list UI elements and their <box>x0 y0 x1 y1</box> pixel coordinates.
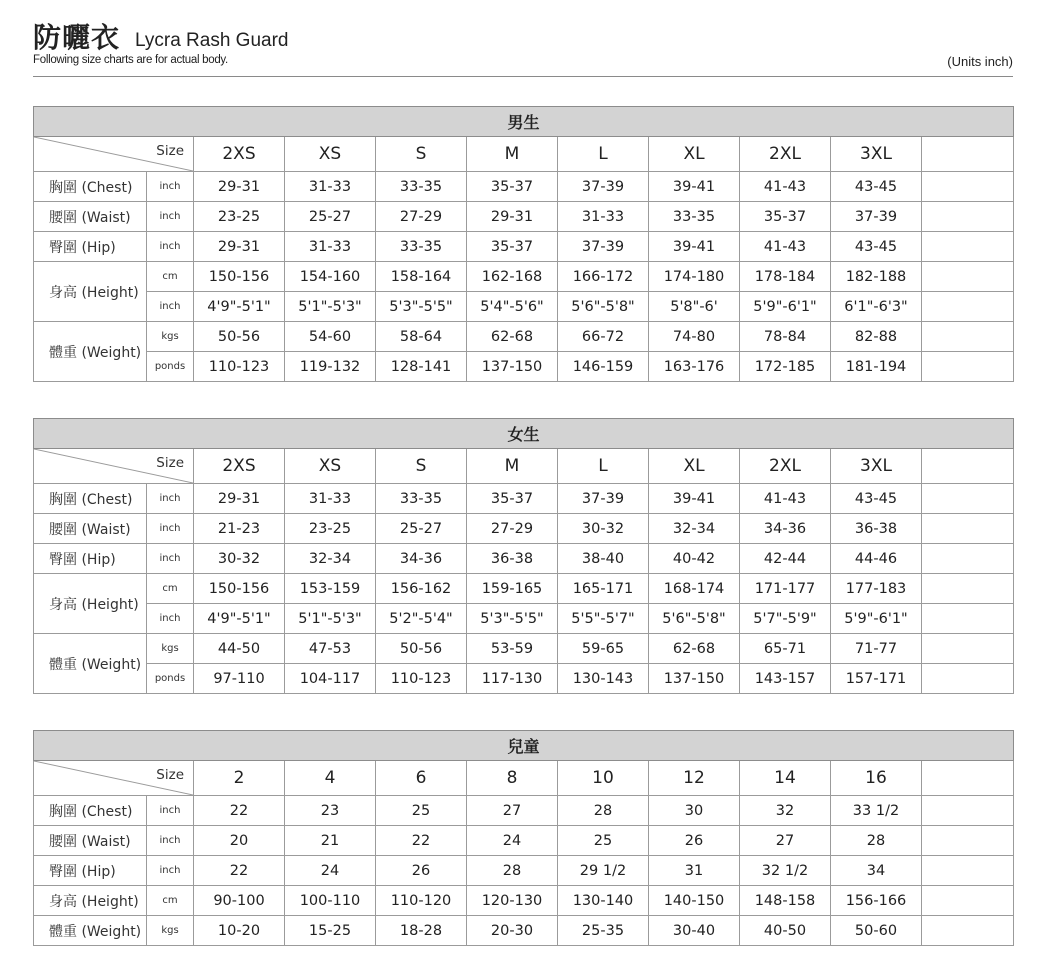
value-cell: 43-45 <box>831 172 922 202</box>
value-cell: 117-130 <box>467 664 558 694</box>
value-cell: 104-117 <box>285 664 376 694</box>
value-cell: 10-20 <box>194 916 285 946</box>
value-cell: 5'4"-5'6" <box>467 292 558 322</box>
value-cell: 31-33 <box>558 202 649 232</box>
value-cell: 28 <box>831 826 922 856</box>
value-cell: 27-29 <box>376 202 467 232</box>
units-note: (Units inch) <box>947 54 1013 69</box>
value-cell: 36-38 <box>467 544 558 574</box>
value-cell: 150-156 <box>194 574 285 604</box>
value-cell: 47-53 <box>285 634 376 664</box>
value-cell: 130-143 <box>558 664 649 694</box>
unit-label: inch <box>147 544 194 574</box>
value-cell: 35-37 <box>467 484 558 514</box>
empty-cell <box>922 634 1014 664</box>
size-head: S <box>376 137 467 172</box>
unit-label: inch <box>147 514 194 544</box>
value-cell: 39-41 <box>649 484 740 514</box>
value-cell: 182-188 <box>831 262 922 292</box>
value-cell: 35-37 <box>467 172 558 202</box>
value-cell: 163-176 <box>649 352 740 382</box>
unit-label: inch <box>147 604 194 634</box>
value-cell: 40-50 <box>740 916 831 946</box>
value-cell: 28 <box>558 796 649 826</box>
title-english: Lycra Rash Guard <box>135 30 289 51</box>
value-cell: 20-30 <box>467 916 558 946</box>
table-row <box>34 544 1014 574</box>
size-head: XS <box>285 449 376 484</box>
size-head: M <box>467 449 558 484</box>
value-cell: 18-28 <box>376 916 467 946</box>
value-cell: 82-88 <box>831 322 922 352</box>
measure-label: 體重 (Weight) <box>34 634 147 694</box>
page-header <box>33 14 1013 76</box>
value-cell: 41-43 <box>740 484 831 514</box>
empty-cell <box>922 574 1014 604</box>
value-cell: 27-29 <box>467 514 558 544</box>
value-cell: 5'6"-5'8" <box>649 604 740 634</box>
band-title: 女生 <box>34 419 1014 449</box>
value-cell: 148-158 <box>740 886 831 916</box>
unit-label: ponds <box>147 352 194 382</box>
unit-label: cm <box>147 886 194 916</box>
value-cell: 119-132 <box>285 352 376 382</box>
size-word: Size <box>156 455 184 471</box>
size-head: 3XL <box>831 137 922 172</box>
unit-label: inch <box>147 292 194 322</box>
band-title: 兒童 <box>34 731 1014 761</box>
value-cell: 44-50 <box>194 634 285 664</box>
size-corner-cell <box>34 761 194 796</box>
empty-cell <box>922 232 1014 262</box>
value-cell: 42-44 <box>740 544 831 574</box>
value-cell: 38-40 <box>558 544 649 574</box>
size-head: XL <box>649 137 740 172</box>
unit-label: inch <box>147 202 194 232</box>
empty-cell <box>922 886 1014 916</box>
value-cell: 26 <box>649 826 740 856</box>
value-cell: 24 <box>285 856 376 886</box>
value-cell: 31 <box>649 856 740 886</box>
value-cell: 137-150 <box>467 352 558 382</box>
value-cell: 33-35 <box>376 232 467 262</box>
value-cell: 154-160 <box>285 262 376 292</box>
unit-label: cm <box>147 574 194 604</box>
value-cell: 58-64 <box>376 322 467 352</box>
empty-cell <box>922 826 1014 856</box>
value-cell: 50-56 <box>194 322 285 352</box>
value-cell: 156-162 <box>376 574 467 604</box>
measure-label: 身高 (Height) <box>34 574 147 634</box>
size-corner-cell <box>34 137 194 172</box>
size-head: 2XL <box>740 137 831 172</box>
value-cell: 74-80 <box>649 322 740 352</box>
table-row <box>34 484 1014 514</box>
value-cell: 35-37 <box>740 202 831 232</box>
value-cell: 162-168 <box>467 262 558 292</box>
table-row <box>34 292 1014 322</box>
value-cell: 43-45 <box>831 484 922 514</box>
value-cell: 110-120 <box>376 886 467 916</box>
table-row <box>34 262 1014 292</box>
value-cell: 50-56 <box>376 634 467 664</box>
value-cell: 130-140 <box>558 886 649 916</box>
value-cell: 33 1/2 <box>831 796 922 826</box>
size-head: XS <box>285 137 376 172</box>
value-cell: 35-37 <box>467 232 558 262</box>
size-head: XL <box>649 449 740 484</box>
table-row <box>34 172 1014 202</box>
subtitle: Following size charts are for actual body. <box>33 54 228 66</box>
value-cell: 5'9"-6'1" <box>740 292 831 322</box>
value-cell: 100-110 <box>285 886 376 916</box>
empty-cell <box>922 604 1014 634</box>
value-cell: 143-157 <box>740 664 831 694</box>
value-cell: 5'5"-5'7" <box>558 604 649 634</box>
value-cell: 34-36 <box>376 544 467 574</box>
value-cell: 97-110 <box>194 664 285 694</box>
value-cell: 34-36 <box>740 514 831 544</box>
empty-cell <box>922 449 1014 484</box>
size-head: 4 <box>285 761 376 796</box>
size-head: 2 <box>194 761 285 796</box>
value-cell: 44-46 <box>831 544 922 574</box>
value-cell: 25 <box>376 796 467 826</box>
size-word: Size <box>156 767 184 783</box>
value-cell: 168-174 <box>649 574 740 604</box>
table-row <box>34 634 1014 664</box>
size-head: 14 <box>740 761 831 796</box>
unit-label: inch <box>147 172 194 202</box>
value-cell: 59-65 <box>558 634 649 664</box>
value-cell: 37-39 <box>558 172 649 202</box>
measure-label: 胸圍 (Chest) <box>34 796 147 826</box>
unit-label: kgs <box>147 634 194 664</box>
value-cell: 22 <box>194 796 285 826</box>
value-cell: 65-71 <box>740 634 831 664</box>
size-head: L <box>558 137 649 172</box>
unit-label: kgs <box>147 322 194 352</box>
value-cell: 23-25 <box>285 514 376 544</box>
value-cell: 172-185 <box>740 352 831 382</box>
value-cell: 27 <box>467 796 558 826</box>
value-cell: 5'3"-5'5" <box>467 604 558 634</box>
size-head: 2XS <box>194 449 285 484</box>
value-cell: 39-41 <box>649 232 740 262</box>
unit-label: ponds <box>147 664 194 694</box>
value-cell: 5'1"-5'3" <box>285 292 376 322</box>
value-cell: 20 <box>194 826 285 856</box>
value-cell: 25-27 <box>285 202 376 232</box>
measure-label: 臀圍 (Hip) <box>34 856 147 886</box>
value-cell: 40-42 <box>649 544 740 574</box>
value-cell: 171-177 <box>740 574 831 604</box>
table-row <box>34 856 1014 886</box>
title-chinese: 防曬衣 <box>33 21 121 54</box>
value-cell: 5'6"-5'8" <box>558 292 649 322</box>
value-cell: 32 1/2 <box>740 856 831 886</box>
table-row <box>34 514 1014 544</box>
value-cell: 36-38 <box>831 514 922 544</box>
unit-label: inch <box>147 232 194 262</box>
value-cell: 32 <box>740 796 831 826</box>
empty-cell <box>922 916 1014 946</box>
value-cell: 33-35 <box>376 172 467 202</box>
value-cell: 128-141 <box>376 352 467 382</box>
table-row <box>34 322 1014 352</box>
table-row <box>34 232 1014 262</box>
measure-label: 胸圍 (Chest) <box>34 172 147 202</box>
value-cell: 159-165 <box>467 574 558 604</box>
value-cell: 29-31 <box>194 172 285 202</box>
value-cell: 5'7"-5'9" <box>740 604 831 634</box>
table-row <box>34 574 1014 604</box>
value-cell: 5'9"-6'1" <box>831 604 922 634</box>
value-cell: 31-33 <box>285 172 376 202</box>
value-cell: 120-130 <box>467 886 558 916</box>
header-divider <box>33 76 1013 77</box>
value-cell: 5'1"-5'3" <box>285 604 376 634</box>
value-cell: 78-84 <box>740 322 831 352</box>
value-cell: 24 <box>467 826 558 856</box>
empty-cell <box>922 796 1014 826</box>
value-cell: 21-23 <box>194 514 285 544</box>
empty-cell <box>922 172 1014 202</box>
value-cell: 25 <box>558 826 649 856</box>
value-cell: 166-172 <box>558 262 649 292</box>
value-cell: 41-43 <box>740 172 831 202</box>
value-cell: 90-100 <box>194 886 285 916</box>
value-cell: 31-33 <box>285 484 376 514</box>
size-head: M <box>467 137 558 172</box>
measure-label: 腰圍 (Waist) <box>34 514 147 544</box>
unit-label: inch <box>147 796 194 826</box>
table-row <box>34 202 1014 232</box>
value-cell: 30-32 <box>558 514 649 544</box>
value-cell: 26 <box>376 856 467 886</box>
size-table-women <box>33 418 1014 694</box>
value-cell: 66-72 <box>558 322 649 352</box>
value-cell: 165-171 <box>558 574 649 604</box>
value-cell: 32-34 <box>649 514 740 544</box>
size-head: S <box>376 449 467 484</box>
value-cell: 29-31 <box>467 202 558 232</box>
value-cell: 4'9"-5'1" <box>194 604 285 634</box>
value-cell: 158-164 <box>376 262 467 292</box>
table-row <box>34 886 1014 916</box>
value-cell: 37-39 <box>558 484 649 514</box>
value-cell: 25-27 <box>376 514 467 544</box>
band-title: 男生 <box>34 107 1014 137</box>
value-cell: 156-166 <box>831 886 922 916</box>
empty-cell <box>922 664 1014 694</box>
value-cell: 5'8"-6' <box>649 292 740 322</box>
size-head: 3XL <box>831 449 922 484</box>
value-cell: 23-25 <box>194 202 285 232</box>
value-cell: 29-31 <box>194 232 285 262</box>
empty-cell <box>922 484 1014 514</box>
empty-cell <box>922 292 1014 322</box>
value-cell: 22 <box>376 826 467 856</box>
empty-cell <box>922 322 1014 352</box>
value-cell: 153-159 <box>285 574 376 604</box>
size-head: 8 <box>467 761 558 796</box>
size-head: 12 <box>649 761 740 796</box>
value-cell: 30-32 <box>194 544 285 574</box>
value-cell: 30 <box>649 796 740 826</box>
value-cell: 110-123 <box>376 664 467 694</box>
value-cell: 31-33 <box>285 232 376 262</box>
size-head: 16 <box>831 761 922 796</box>
value-cell: 21 <box>285 826 376 856</box>
measure-label: 腰圍 (Waist) <box>34 826 147 856</box>
value-cell: 43-45 <box>831 232 922 262</box>
measure-label: 腰圍 (Waist) <box>34 202 147 232</box>
size-head: 2XL <box>740 449 831 484</box>
size-word: Size <box>156 143 184 159</box>
table-row <box>34 826 1014 856</box>
size-head: L <box>558 449 649 484</box>
measure-label: 臀圍 (Hip) <box>34 232 147 262</box>
empty-cell <box>922 761 1014 796</box>
value-cell: 62-68 <box>467 322 558 352</box>
empty-cell <box>922 514 1014 544</box>
value-cell: 28 <box>467 856 558 886</box>
measure-label: 體重 (Weight) <box>34 322 147 382</box>
table-row <box>34 796 1014 826</box>
value-cell: 140-150 <box>649 886 740 916</box>
value-cell: 181-194 <box>831 352 922 382</box>
measure-label: 胸圍 (Chest) <box>34 484 147 514</box>
unit-label: inch <box>147 484 194 514</box>
measure-label: 身高 (Height) <box>34 262 147 322</box>
value-cell: 37-39 <box>831 202 922 232</box>
value-cell: 32-34 <box>285 544 376 574</box>
size-head: 6 <box>376 761 467 796</box>
measure-label: 臀圍 (Hip) <box>34 544 147 574</box>
value-cell: 34 <box>831 856 922 886</box>
value-cell: 137-150 <box>649 664 740 694</box>
table-row <box>34 916 1014 946</box>
value-cell: 41-43 <box>740 232 831 262</box>
unit-label: kgs <box>147 916 194 946</box>
measure-label: 體重 (Weight) <box>34 916 147 946</box>
value-cell: 37-39 <box>558 232 649 262</box>
value-cell: 33-35 <box>376 484 467 514</box>
unit-label: inch <box>147 856 194 886</box>
value-cell: 30-40 <box>649 916 740 946</box>
value-cell: 177-183 <box>831 574 922 604</box>
empty-cell <box>922 262 1014 292</box>
empty-cell <box>922 544 1014 574</box>
empty-cell <box>922 352 1014 382</box>
value-cell: 53-59 <box>467 634 558 664</box>
value-cell: 25-35 <box>558 916 649 946</box>
size-corner-cell <box>34 449 194 484</box>
empty-cell <box>922 137 1014 172</box>
value-cell: 62-68 <box>649 634 740 664</box>
value-cell: 29 1/2 <box>558 856 649 886</box>
empty-cell <box>922 202 1014 232</box>
size-head: 2XS <box>194 137 285 172</box>
value-cell: 54-60 <box>285 322 376 352</box>
value-cell: 174-180 <box>649 262 740 292</box>
value-cell: 29-31 <box>194 484 285 514</box>
table-row <box>34 352 1014 382</box>
value-cell: 27 <box>740 826 831 856</box>
value-cell: 23 <box>285 796 376 826</box>
value-cell: 22 <box>194 856 285 886</box>
size-head: 10 <box>558 761 649 796</box>
measure-label: 身高 (Height) <box>34 886 147 916</box>
value-cell: 110-123 <box>194 352 285 382</box>
size-table-kids <box>33 730 1014 946</box>
table-row <box>34 664 1014 694</box>
value-cell: 157-171 <box>831 664 922 694</box>
value-cell: 146-159 <box>558 352 649 382</box>
unit-label: cm <box>147 262 194 292</box>
unit-label: inch <box>147 826 194 856</box>
value-cell: 39-41 <box>649 172 740 202</box>
value-cell: 33-35 <box>649 202 740 232</box>
value-cell: 71-77 <box>831 634 922 664</box>
value-cell: 178-184 <box>740 262 831 292</box>
value-cell: 15-25 <box>285 916 376 946</box>
value-cell: 6'1"-6'3" <box>831 292 922 322</box>
value-cell: 50-60 <box>831 916 922 946</box>
value-cell: 150-156 <box>194 262 285 292</box>
table-row <box>34 604 1014 634</box>
value-cell: 5'3"-5'5" <box>376 292 467 322</box>
empty-cell <box>922 856 1014 886</box>
value-cell: 4'9"-5'1" <box>194 292 285 322</box>
value-cell: 5'2"-5'4" <box>376 604 467 634</box>
size-table-men <box>33 106 1014 382</box>
